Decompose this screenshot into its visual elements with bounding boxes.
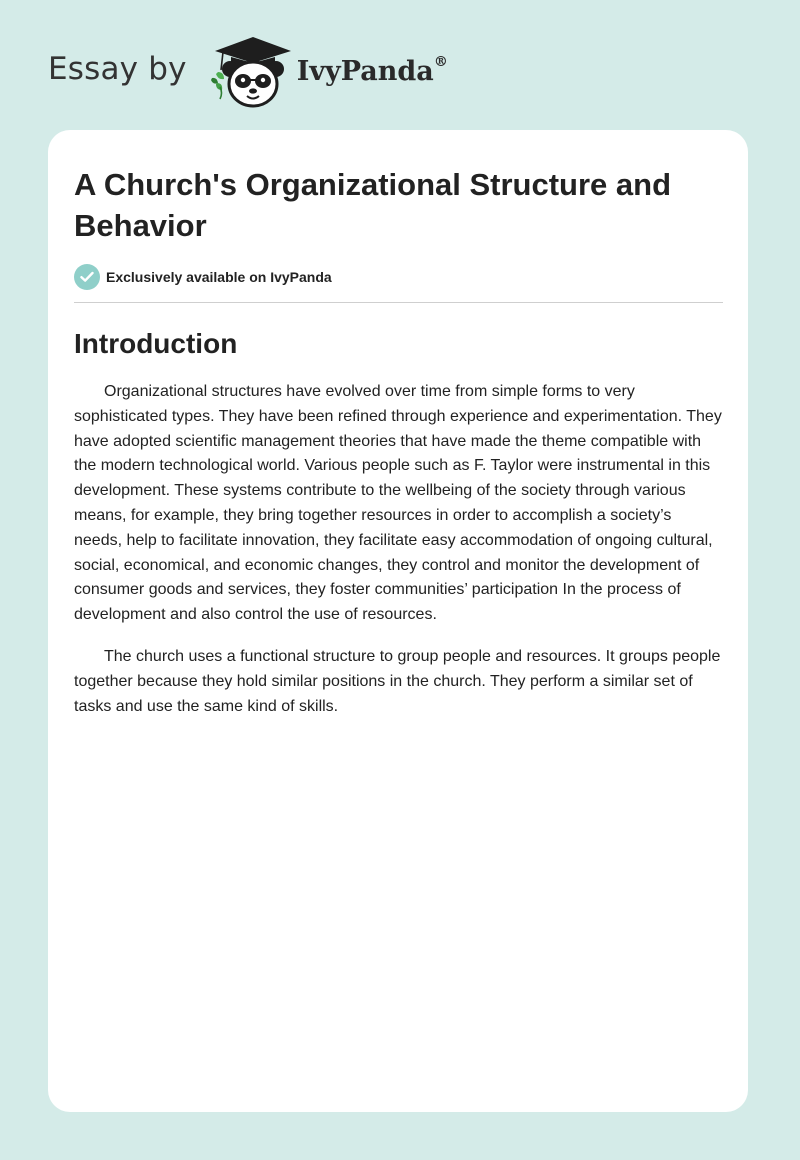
section-heading: Introduction — [74, 328, 238, 359]
divider — [74, 302, 723, 303]
check-circle-icon — [74, 264, 100, 290]
brand-prefix: Essay by — [48, 51, 187, 87]
registered-mark: ® — [433, 53, 448, 70]
exclusive-badge — [74, 264, 723, 290]
article-title: A Church's Organizational Structure and Behavior — [74, 167, 672, 243]
article-body — [74, 164, 723, 719]
paragraph: Organizational structures have evolved over time from simple forms to very sophisticated types. They have been refined through experience and experimentation. They have adopted scientific management theories that have made the theme compatible with the modern technological world. Various people such as F. Taylor were instrumental in this development. These systems contribute to the wellbeing of the society through various means, for example, they bring together resources in order to accomplish a society’s needs, help to facilitate innovation, they facilitate easy accommodation of ongoing cultural, social, economical, and economic changes, they control and monitor the development of consumer goods and services, they foster communities’ participation In the process of development and also control the use of resources. — [74, 383, 722, 624]
exclusive-label: Exclusively available on IvyPanda — [106, 269, 332, 285]
paragraph: The church uses a functional structure to group people and resources. It groups people together because they hold similar positions in the church. They perform a similar set of tasks and use the same kind of skills. — [74, 647, 721, 715]
panda-graduate-icon[interactable] — [201, 34, 297, 110]
brand-name: IvyPanda® — [296, 53, 448, 87]
article-card — [48, 130, 748, 1112]
site-header — [48, 34, 448, 110]
